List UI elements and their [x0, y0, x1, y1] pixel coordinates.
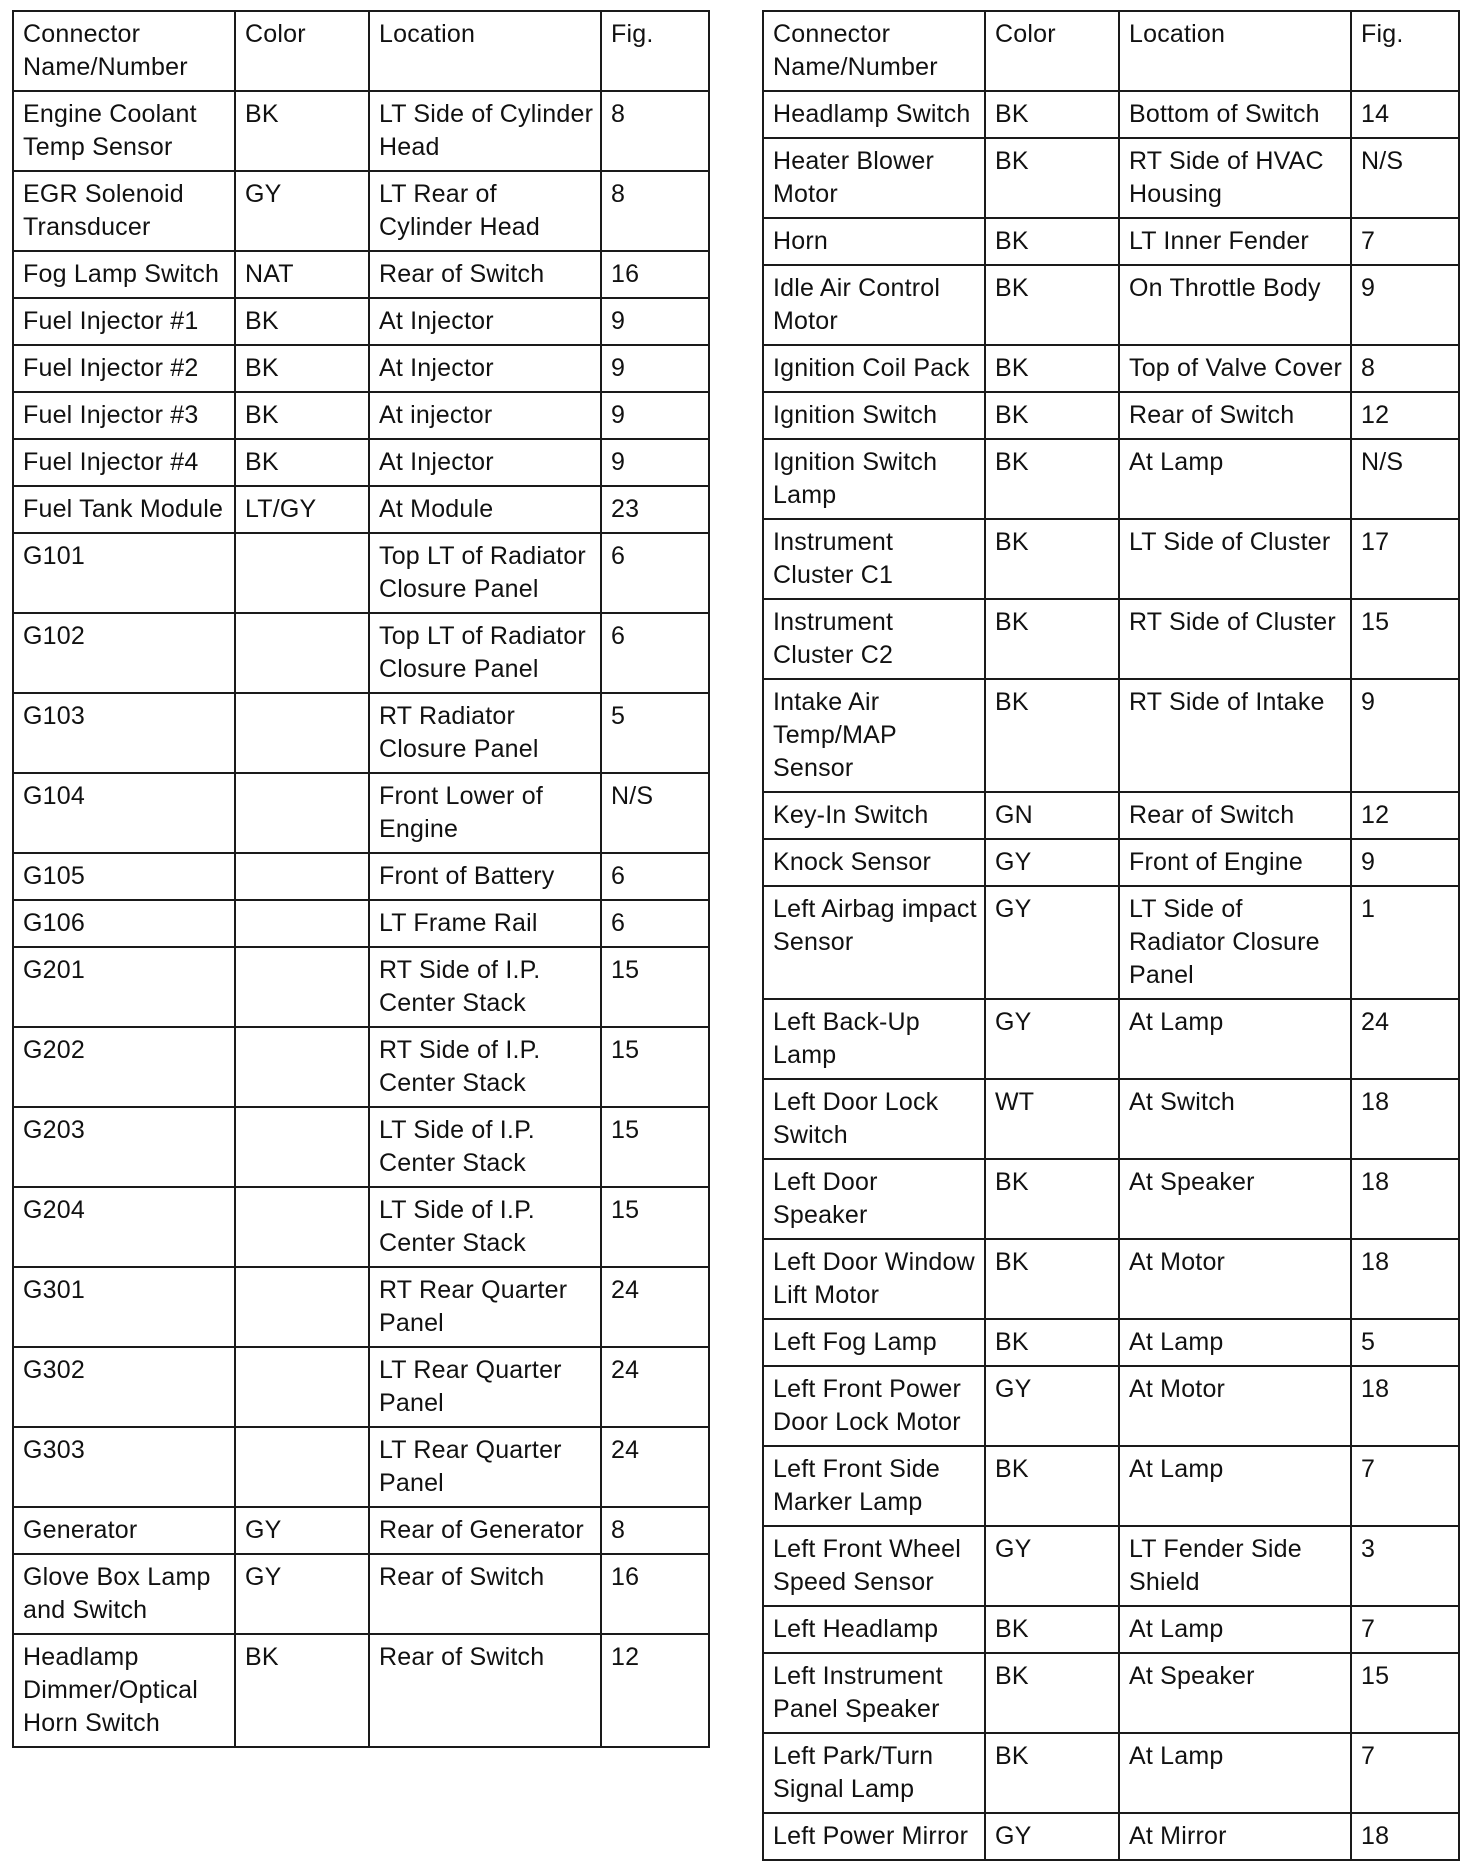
- fig-cell: 24: [601, 1347, 709, 1427]
- fig-cell: 7: [1351, 1446, 1459, 1526]
- table-row: [13, 533, 709, 613]
- location-cell: At Speaker: [1119, 1653, 1351, 1733]
- color-cell: BK: [985, 1446, 1119, 1526]
- color-cell: GY: [235, 1507, 369, 1554]
- color-cell: BK: [985, 1159, 1119, 1239]
- connector-name-cell: G303: [13, 1427, 235, 1507]
- location-cell: RT Rear Quarter Panel: [369, 1267, 601, 1347]
- fig-cell: 6: [601, 900, 709, 947]
- color-cell: GY: [235, 171, 369, 251]
- fig-cell: 8: [601, 1507, 709, 1554]
- table-row: [13, 613, 709, 693]
- connector-name-cell: G106: [13, 900, 235, 947]
- header-location: Location: [369, 11, 601, 91]
- table-row: [763, 1526, 1459, 1606]
- connector-name-cell: Left Park/Turn Signal Lamp: [763, 1733, 985, 1813]
- connector-name-cell: Left Door Speaker: [763, 1159, 985, 1239]
- connector-name-cell: G302: [13, 1347, 235, 1427]
- connector-name-cell: Fog Lamp Switch: [13, 251, 235, 298]
- location-cell: Front of Engine: [1119, 839, 1351, 886]
- table-row: [763, 1079, 1459, 1159]
- connector-name-cell: Left Headlamp: [763, 1606, 985, 1653]
- location-cell: LT Side of I.P. Center Stack: [369, 1107, 601, 1187]
- table-row: [763, 138, 1459, 218]
- table-row: [763, 91, 1459, 138]
- color-cell: BK: [985, 138, 1119, 218]
- connector-name-cell: Fuel Injector #4: [13, 439, 235, 486]
- location-cell: On Throttle Body: [1119, 265, 1351, 345]
- table-row: [763, 345, 1459, 392]
- header-connector: [13, 11, 235, 91]
- table-header-row: [763, 11, 1459, 91]
- table-row: [13, 900, 709, 947]
- location-cell: At Injector: [369, 439, 601, 486]
- table-row: [13, 853, 709, 900]
- table-row: [13, 1267, 709, 1347]
- connector-name-cell: Fuel Injector #2: [13, 345, 235, 392]
- connector-name-cell: Ignition Switch Lamp: [763, 439, 985, 519]
- fig-cell: 9: [601, 298, 709, 345]
- color-cell: [235, 1347, 369, 1427]
- color-cell: GY: [985, 1366, 1119, 1446]
- fig-cell: 18: [1351, 1813, 1459, 1860]
- color-cell: BK: [985, 1733, 1119, 1813]
- table-row: [13, 91, 709, 171]
- fig-cell: 9: [1351, 265, 1459, 345]
- connector-table-left: [12, 10, 710, 1748]
- color-cell: [235, 1107, 369, 1187]
- color-cell: GY: [985, 839, 1119, 886]
- table-row: [763, 519, 1459, 599]
- fig-cell: 12: [1351, 392, 1459, 439]
- header-fig: Fig.: [601, 11, 709, 91]
- table-row: [13, 1427, 709, 1507]
- table-row: [13, 1187, 709, 1267]
- fig-cell: 15: [1351, 599, 1459, 679]
- location-cell: Bottom of Switch: [1119, 91, 1351, 138]
- table-row: [13, 298, 709, 345]
- fig-cell: 18: [1351, 1159, 1459, 1239]
- table-row: [13, 947, 709, 1027]
- location-cell: At Motor: [1119, 1366, 1351, 1446]
- fig-cell: 18: [1351, 1366, 1459, 1446]
- color-cell: BK: [985, 91, 1119, 138]
- location-cell: LT Rear Quarter Panel: [369, 1427, 601, 1507]
- color-cell: BK: [235, 392, 369, 439]
- fig-cell: 15: [1351, 1653, 1459, 1733]
- connector-name-cell: Instrument Cluster C2: [763, 599, 985, 679]
- color-cell: BK: [985, 1653, 1119, 1733]
- color-cell: NAT: [235, 251, 369, 298]
- location-cell: At Speaker: [1119, 1159, 1351, 1239]
- color-cell: BK: [985, 218, 1119, 265]
- connector-name-cell: Left Fog Lamp: [763, 1319, 985, 1366]
- fig-cell: 23: [601, 486, 709, 533]
- table-row: [763, 1733, 1459, 1813]
- color-cell: BK: [985, 439, 1119, 519]
- location-cell: Rear of Switch: [369, 1634, 601, 1747]
- header-connector-line1: Connector: [773, 20, 891, 48]
- fig-cell: N/S: [601, 773, 709, 853]
- connector-name-cell: Generator: [13, 1507, 235, 1554]
- connector-name-cell: Headlamp Switch: [763, 91, 985, 138]
- color-cell: BK: [235, 439, 369, 486]
- location-cell: At injector: [369, 392, 601, 439]
- color-cell: [235, 1187, 369, 1267]
- connector-name-cell: G202: [13, 1027, 235, 1107]
- table-row: [763, 1319, 1459, 1366]
- color-cell: [235, 1027, 369, 1107]
- table-row: [763, 1446, 1459, 1526]
- location-cell: Front of Battery: [369, 853, 601, 900]
- location-cell: At Injector: [369, 298, 601, 345]
- fig-cell: 7: [1351, 1733, 1459, 1813]
- location-cell: At Lamp: [1119, 1733, 1351, 1813]
- color-cell: GN: [985, 792, 1119, 839]
- connector-name-cell: G203: [13, 1107, 235, 1187]
- connector-name-cell: G102: [13, 613, 235, 693]
- connector-name-cell: Ignition Switch: [763, 392, 985, 439]
- color-cell: LT/GY: [235, 486, 369, 533]
- connector-name-cell: Fuel Tank Module: [13, 486, 235, 533]
- connector-name-cell: Heater Blower Motor: [763, 138, 985, 218]
- color-cell: GY: [985, 1813, 1119, 1860]
- color-cell: BK: [235, 1634, 369, 1747]
- table-row: [13, 773, 709, 853]
- color-cell: BK: [985, 345, 1119, 392]
- connector-name-cell: Left Power Mirror: [763, 1813, 985, 1860]
- location-cell: LT Fender Side Shield: [1119, 1526, 1351, 1606]
- connector-name-cell: Fuel Injector #1: [13, 298, 235, 345]
- color-cell: BK: [985, 599, 1119, 679]
- fig-cell: 16: [601, 251, 709, 298]
- table-row: [13, 1107, 709, 1187]
- connector-name-cell: Engine Coolant Temp Sensor: [13, 91, 235, 171]
- connector-name-cell: Idle Air Control Motor: [763, 265, 985, 345]
- connector-name-cell: G105: [13, 853, 235, 900]
- connector-name-cell: G201: [13, 947, 235, 1027]
- header-location: Location: [1119, 11, 1351, 91]
- location-cell: At Module: [369, 486, 601, 533]
- color-cell: BK: [235, 91, 369, 171]
- connector-name-cell: Knock Sensor: [763, 839, 985, 886]
- fig-cell: 12: [1351, 792, 1459, 839]
- table-row: [763, 439, 1459, 519]
- location-cell: At Lamp: [1119, 1319, 1351, 1366]
- color-cell: BK: [985, 519, 1119, 599]
- connector-name-cell: Intake Air Temp/MAP Sensor: [763, 679, 985, 792]
- color-cell: GY: [985, 999, 1119, 1079]
- location-cell: At Motor: [1119, 1239, 1351, 1319]
- color-cell: GY: [235, 1554, 369, 1634]
- table-row: [763, 792, 1459, 839]
- fig-cell: 24: [1351, 999, 1459, 1079]
- location-cell: At Lamp: [1119, 999, 1351, 1079]
- location-cell: LT Frame Rail: [369, 900, 601, 947]
- fig-cell: 17: [1351, 519, 1459, 599]
- table-row: [13, 171, 709, 251]
- table-row: [13, 392, 709, 439]
- connector-name-cell: Left Front Side Marker Lamp: [763, 1446, 985, 1526]
- color-cell: [235, 693, 369, 773]
- table-row: [13, 693, 709, 773]
- connector-name-cell: G101: [13, 533, 235, 613]
- color-cell: WT: [985, 1079, 1119, 1159]
- location-cell: At Injector: [369, 345, 601, 392]
- connector-name-cell: G301: [13, 1267, 235, 1347]
- location-cell: RT Side of HVAC Housing: [1119, 138, 1351, 218]
- connector-name-cell: Key-In Switch: [763, 792, 985, 839]
- fig-cell: 5: [1351, 1319, 1459, 1366]
- location-cell: RT Side of I.P. Center Stack: [369, 1027, 601, 1107]
- fig-cell: 14: [1351, 91, 1459, 138]
- color-cell: BK: [985, 1239, 1119, 1319]
- fig-cell: 24: [601, 1427, 709, 1507]
- location-cell: LT Side of Cluster: [1119, 519, 1351, 599]
- color-cell: [235, 613, 369, 693]
- table-row: [13, 439, 709, 486]
- color-cell: BK: [235, 298, 369, 345]
- fig-cell: 8: [601, 91, 709, 171]
- color-cell: [235, 1427, 369, 1507]
- table-row: [13, 1507, 709, 1554]
- color-cell: BK: [985, 1606, 1119, 1653]
- location-cell: Rear of Switch: [1119, 392, 1351, 439]
- connector-name-cell: Instrument Cluster C1: [763, 519, 985, 599]
- location-cell: At Switch: [1119, 1079, 1351, 1159]
- fig-cell: 8: [601, 171, 709, 251]
- connector-name-cell: Left Front Wheel Speed Sensor: [763, 1526, 985, 1606]
- location-cell: LT Rear Quarter Panel: [369, 1347, 601, 1427]
- table-row: [763, 218, 1459, 265]
- table-row: [763, 1159, 1459, 1239]
- connector-name-cell: G204: [13, 1187, 235, 1267]
- fig-cell: 7: [1351, 218, 1459, 265]
- color-cell: GY: [985, 1526, 1119, 1606]
- color-cell: [235, 853, 369, 900]
- location-cell: RT Side of Intake: [1119, 679, 1351, 792]
- table-row: [763, 1653, 1459, 1733]
- location-cell: At Mirror: [1119, 1813, 1351, 1860]
- fig-cell: 5: [601, 693, 709, 773]
- location-cell: Top LT of Radiator Closure Panel: [369, 613, 601, 693]
- table-row: [763, 839, 1459, 886]
- table-row: [763, 999, 1459, 1079]
- fig-cell: 9: [1351, 839, 1459, 886]
- location-cell: Top of Valve Cover: [1119, 345, 1351, 392]
- table-row: [13, 1634, 709, 1747]
- fig-cell: 7: [1351, 1606, 1459, 1653]
- fig-cell: 9: [1351, 679, 1459, 792]
- fig-cell: 9: [601, 392, 709, 439]
- location-cell: Rear of Switch: [1119, 792, 1351, 839]
- table-row: [763, 1239, 1459, 1319]
- fig-cell: N/S: [1351, 439, 1459, 519]
- table-row: [13, 1027, 709, 1107]
- header-connector-line2: Name/Number: [773, 53, 938, 81]
- header-fig: Fig.: [1351, 11, 1459, 91]
- connector-table-right: [762, 10, 1460, 1861]
- connector-name-cell: Left Front Power Door Lock Motor: [763, 1366, 985, 1446]
- color-cell: BK: [235, 345, 369, 392]
- fig-cell: 6: [601, 853, 709, 900]
- connector-name-cell: Left Back-Up Lamp: [763, 999, 985, 1079]
- color-cell: [235, 947, 369, 1027]
- table-row: [13, 486, 709, 533]
- connector-name-cell: Left Instrument Panel Speaker: [763, 1653, 985, 1733]
- color-cell: GY: [985, 886, 1119, 999]
- table-row: [763, 599, 1459, 679]
- fig-cell: 15: [601, 1187, 709, 1267]
- location-cell: Rear of Switch: [369, 1554, 601, 1634]
- color-cell: [235, 900, 369, 947]
- fig-cell: 6: [601, 613, 709, 693]
- header-connector-line1: Connector: [23, 20, 141, 48]
- color-cell: BK: [985, 265, 1119, 345]
- header-connector-line2: Name/Number: [23, 53, 188, 81]
- location-cell: LT Side of Radiator Closure Panel: [1119, 886, 1351, 999]
- header-color: Color: [235, 11, 369, 91]
- table-row: [13, 1347, 709, 1427]
- location-cell: RT Radiator Closure Panel: [369, 693, 601, 773]
- location-cell: LT Inner Fender: [1119, 218, 1351, 265]
- fig-cell: N/S: [1351, 138, 1459, 218]
- table-row: [13, 251, 709, 298]
- fig-cell: 15: [601, 1107, 709, 1187]
- location-cell: Rear of Generator: [369, 1507, 601, 1554]
- fig-cell: 1: [1351, 886, 1459, 999]
- location-cell: At Lamp: [1119, 1446, 1351, 1526]
- location-cell: LT Side of Cylinder Head: [369, 91, 601, 171]
- fig-cell: 15: [601, 947, 709, 1027]
- connector-name-cell: G104: [13, 773, 235, 853]
- table-row: [13, 1554, 709, 1634]
- fig-cell: 18: [1351, 1239, 1459, 1319]
- header-color: Color: [985, 11, 1119, 91]
- color-cell: [235, 1267, 369, 1347]
- fig-cell: 16: [601, 1554, 709, 1634]
- connector-name-cell: Fuel Injector #3: [13, 392, 235, 439]
- location-cell: LT Side of I.P. Center Stack: [369, 1187, 601, 1267]
- table-row: [763, 392, 1459, 439]
- location-cell: Top LT of Radiator Closure Panel: [369, 533, 601, 613]
- connector-name-cell: Glove Box Lamp and Switch: [13, 1554, 235, 1634]
- table-row: [13, 345, 709, 392]
- connector-name-cell: EGR Solenoid Transducer: [13, 171, 235, 251]
- table-row: [763, 1366, 1459, 1446]
- fig-cell: 6: [601, 533, 709, 613]
- color-cell: BK: [985, 679, 1119, 792]
- fig-cell: 9: [601, 439, 709, 486]
- fig-cell: 18: [1351, 1079, 1459, 1159]
- location-cell: LT Rear of Cylinder Head: [369, 171, 601, 251]
- table-row: [763, 1813, 1459, 1860]
- location-cell: RT Side of Cluster: [1119, 599, 1351, 679]
- connector-name-cell: Left Door Lock Switch: [763, 1079, 985, 1159]
- location-cell: Rear of Switch: [369, 251, 601, 298]
- fig-cell: 24: [601, 1267, 709, 1347]
- header-connector: [763, 11, 985, 91]
- location-cell: RT Side of I.P. Center Stack: [369, 947, 601, 1027]
- table-row: [763, 265, 1459, 345]
- color-cell: BK: [985, 392, 1119, 439]
- location-cell: Front Lower of Engine: [369, 773, 601, 853]
- connector-name-cell: Left Door Window Lift Motor: [763, 1239, 985, 1319]
- color-cell: [235, 773, 369, 853]
- connector-name-cell: Left Airbag impact Sensor: [763, 886, 985, 999]
- table-row: [763, 1606, 1459, 1653]
- location-cell: At Lamp: [1119, 439, 1351, 519]
- fig-cell: 3: [1351, 1526, 1459, 1606]
- location-cell: At Lamp: [1119, 1606, 1351, 1653]
- fig-cell: 9: [601, 345, 709, 392]
- fig-cell: 12: [601, 1634, 709, 1747]
- fig-cell: 8: [1351, 345, 1459, 392]
- color-cell: BK: [985, 1319, 1119, 1366]
- table-header-row: [13, 11, 709, 91]
- fig-cell: 15: [601, 1027, 709, 1107]
- connector-name-cell: Headlamp Dimmer/Optical Horn Switch: [13, 1634, 235, 1747]
- connector-name-cell: Ignition Coil Pack: [763, 345, 985, 392]
- connector-name-cell: Horn: [763, 218, 985, 265]
- table-row: [763, 886, 1459, 999]
- connector-name-cell: G103: [13, 693, 235, 773]
- table-row: [763, 679, 1459, 792]
- color-cell: [235, 533, 369, 613]
